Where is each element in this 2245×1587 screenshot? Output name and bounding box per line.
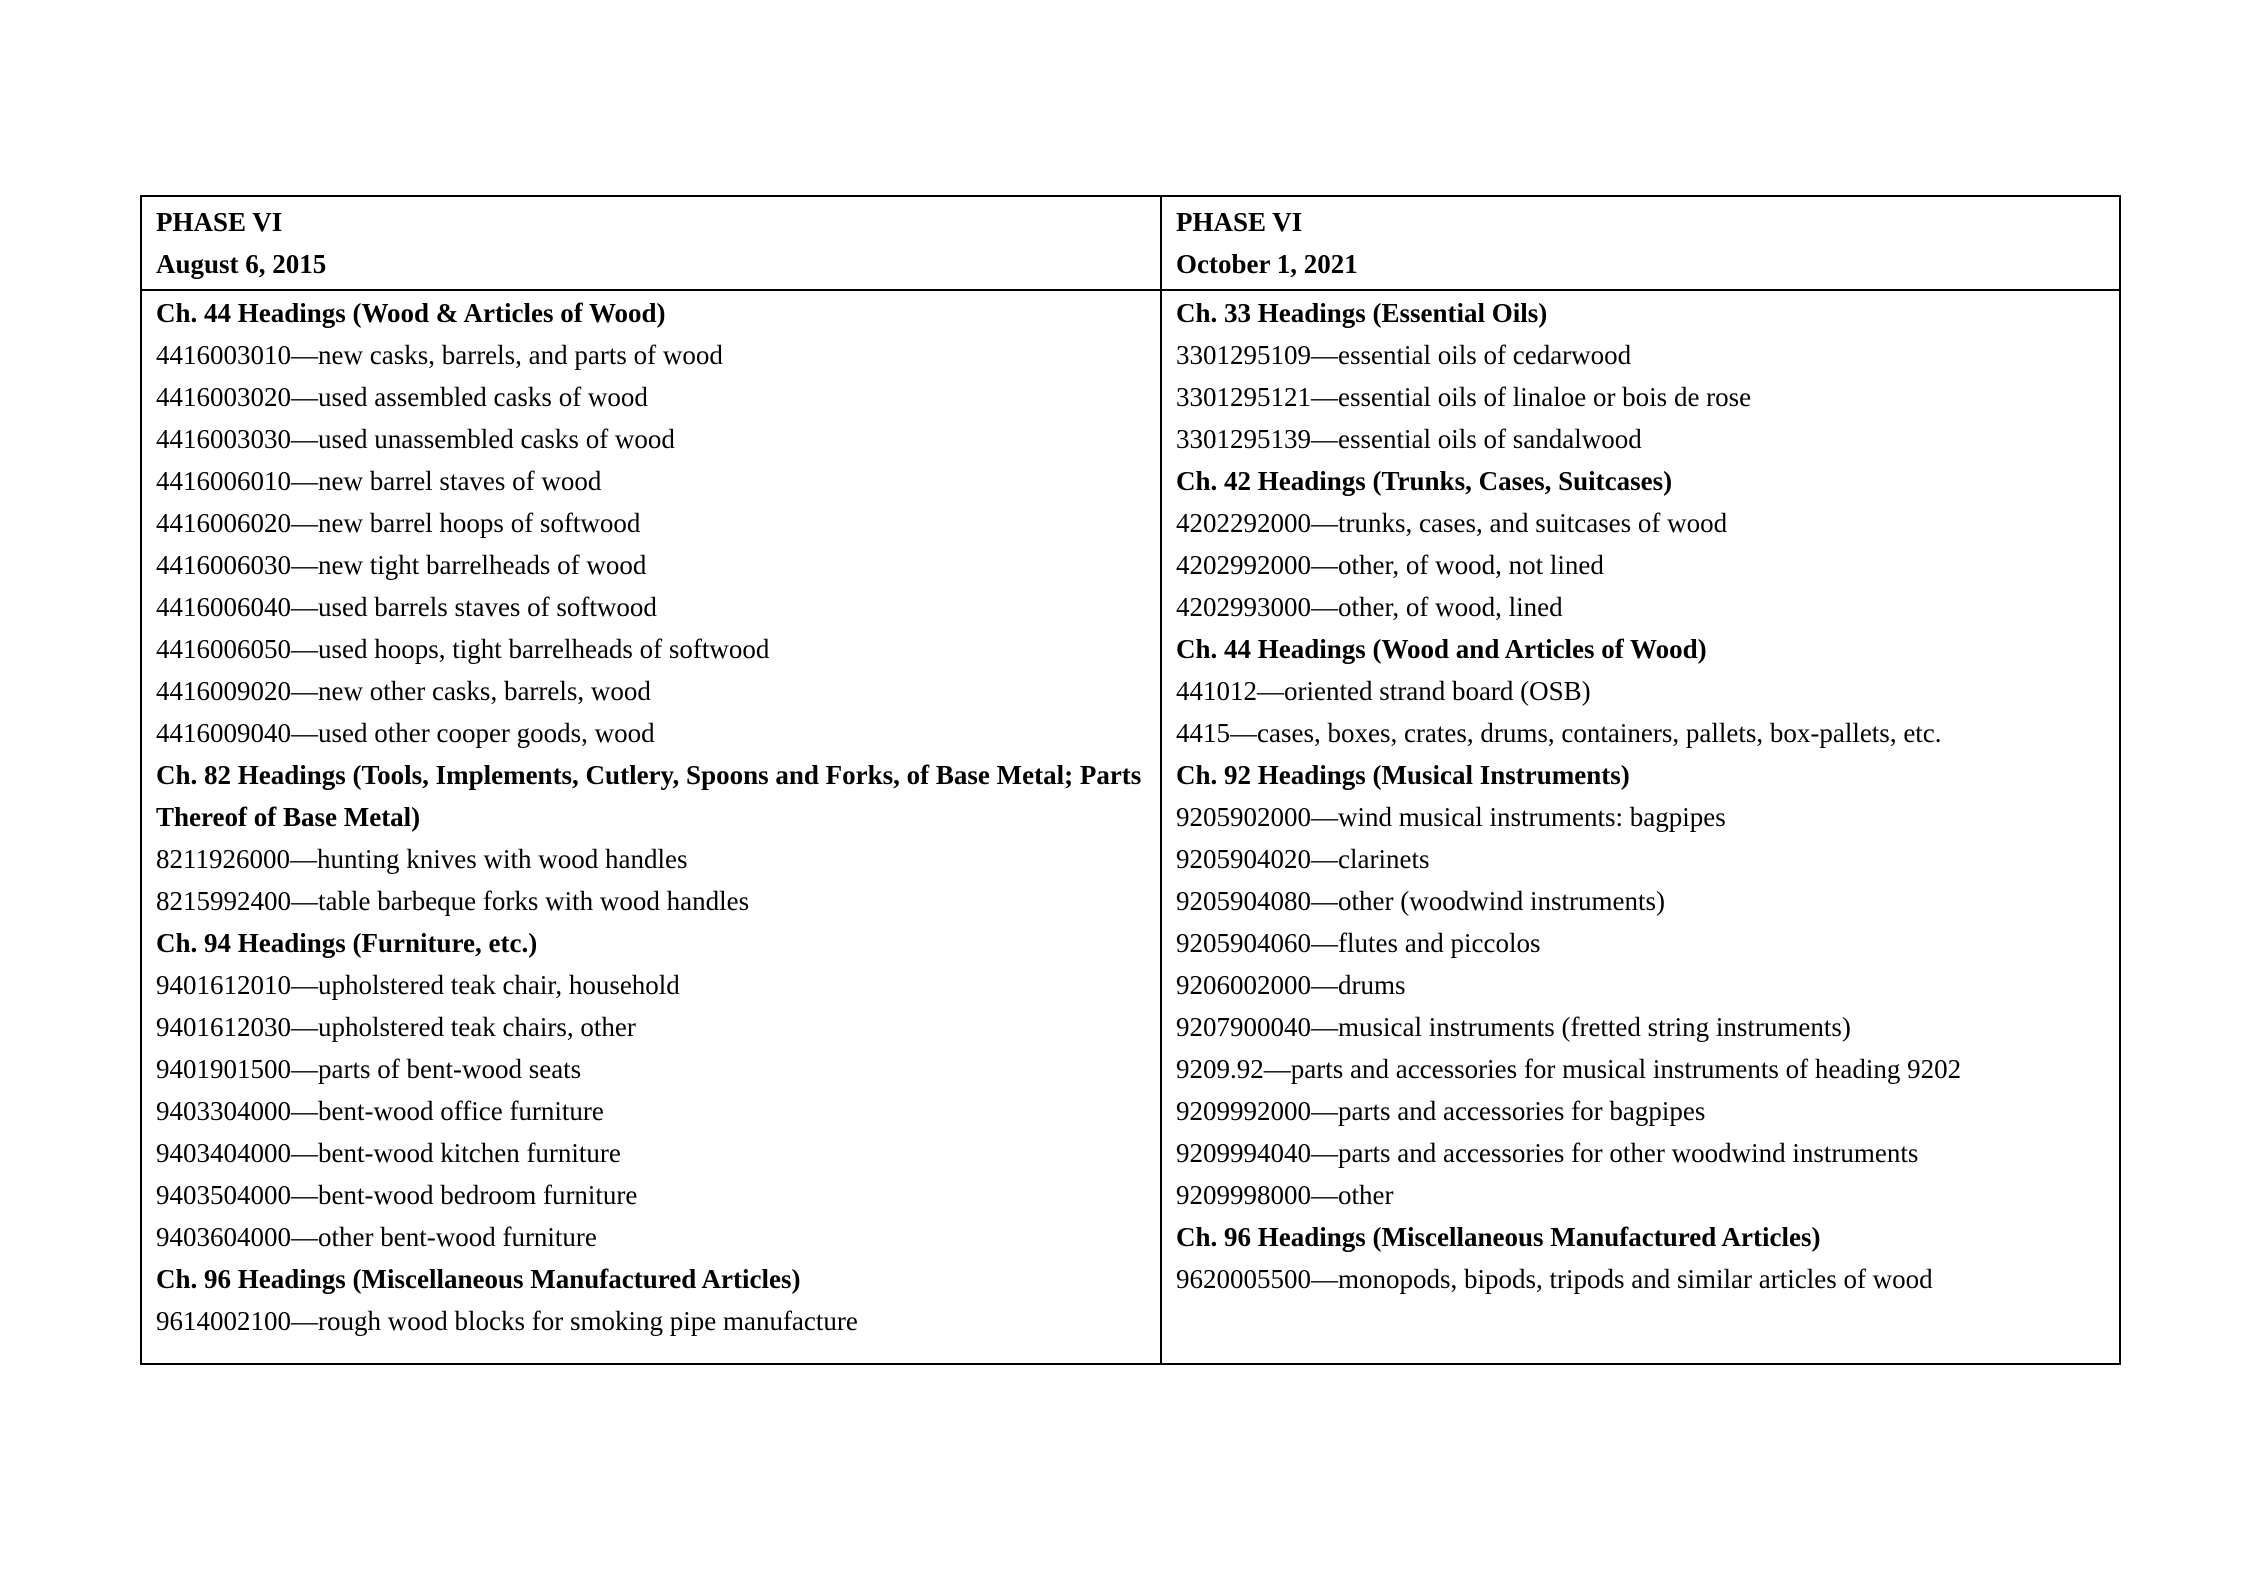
tariff-item: 4416003020—used assembled casks of wood <box>156 382 648 412</box>
body-row <box>141 290 2120 1364</box>
tariff-item: 9401901500—parts of bent-wood seats <box>156 1054 582 1084</box>
tariff-item: 3301295121—essential oils of linaloe or bois de rose <box>1176 382 1752 412</box>
tariff-item: 4416006040—used barrels staves of softwood <box>156 592 657 622</box>
tariff-item: 9614002100—rough wood blocks for smoking pipe manufacture <box>156 1306 858 1336</box>
right-phase-title: PHASE VI <box>1176 207 1303 237</box>
tariff-item: 9403404000—bent-wood kitchen furniture <box>156 1138 621 1168</box>
section-heading: Ch. 42 Headings (Trunks, Cases, Suitcases) <box>1176 466 1673 496</box>
tariff-item: 9209992000—parts and accessories for bagpipes <box>1176 1096 1706 1126</box>
tariff-item: 4416009020—new other casks, barrels, wood <box>156 676 651 706</box>
section-heading: Ch. 96 Headings (Miscellaneous Manufactured Articles) <box>156 1264 801 1294</box>
tariff-item: 3301295109—essential oils of cedarwood <box>1176 340 1632 370</box>
left-body-cell <box>141 290 1161 1364</box>
tariff-item: 9209998000—other <box>1176 1180 1394 1210</box>
tariff-item: 9205902000—wind musical instruments: bagpipes <box>1176 802 1726 832</box>
tariff-item: 4202992000—other, of wood, not lined <box>1176 550 1604 580</box>
tariff-item: 9403504000—bent-wood bedroom furniture <box>156 1180 638 1210</box>
tariff-item: 9206002000—drums <box>1176 970 1406 1000</box>
tariff-item: 8211926000—hunting knives with wood handles <box>156 844 688 874</box>
tariff-item: 9209994040—parts and accessories for other woodwind instruments <box>1176 1138 1919 1168</box>
tariff-item: 4416006050—used hoops, tight barrelheads of softwood <box>156 634 770 664</box>
section-heading: Ch. 96 Headings (Miscellaneous Manufactured Articles) <box>1176 1222 1821 1252</box>
tariff-item: 4416003030—used unassembled casks of wood <box>156 424 675 454</box>
tariff-item: 9401612010—upholstered teak chair, household <box>156 970 680 1000</box>
tariff-item: 9205904020—clarinets <box>1176 844 1430 874</box>
tariff-item: 9207900040—musical instruments (fretted string instruments) <box>1176 1012 1851 1042</box>
tariff-item: 9403604000—other bent-wood furniture <box>156 1222 597 1252</box>
right-body-cell <box>1161 290 2120 1364</box>
tariff-item: 9205904080—other (woodwind instruments) <box>1176 886 1665 916</box>
tariff-item: 4416003010—new casks, barrels, and parts of wood <box>156 340 723 370</box>
tariff-item: 4416006030—new tight barrelheads of wood <box>156 550 647 580</box>
right-header-cell <box>1161 196 2120 290</box>
section-heading: Ch. 94 Headings (Furniture, etc.) <box>156 928 538 958</box>
tariff-item: 3301295139—essential oils of sandalwood <box>1176 424 1642 454</box>
left-header-cell <box>141 196 1161 290</box>
section-heading: Ch. 44 Headings (Wood and Articles of Wood) <box>1176 634 1707 664</box>
header-row <box>141 196 2120 290</box>
tariff-item: 441012—oriented strand board (OSB) <box>1176 676 1591 706</box>
tariff-item: 9209.92—parts and accessories for musical instruments of heading 9202 <box>1176 1054 1962 1084</box>
tariff-item: 9205904060—flutes and piccolos <box>1176 928 1541 958</box>
tariff-item: 8215992400—table barbeque forks with wood handles <box>156 886 750 916</box>
tariff-item: 4415—cases, boxes, crates, drums, containers, pallets, box-pallets, etc. <box>1176 718 1942 748</box>
tariff-item: 9620005500—monopods, bipods, tripods and similar articles of wood <box>1176 1264 1933 1294</box>
section-heading: Ch. 44 Headings (Wood & Articles of Wood) <box>156 298 666 328</box>
left-phase-date: August 6, 2015 <box>156 249 327 279</box>
section-heading: Ch. 92 Headings (Musical Instruments) <box>1176 760 1630 790</box>
tariff-item: 4202292000—trunks, cases, and suitcases of wood <box>1176 508 1728 538</box>
phase-comparison-table <box>140 195 2121 1365</box>
tariff-item: 4416009040—used other cooper goods, wood <box>156 718 655 748</box>
tariff-item: 9403304000—bent-wood office furniture <box>156 1096 604 1126</box>
section-heading: Ch. 82 Headings (Tools, Implements, Cutlery, Spoons and Forks, of Base Metal; Parts Thereof of Base Metal) <box>156 760 1142 832</box>
tariff-item: 4202993000—other, of wood, lined <box>1176 592 1563 622</box>
tariff-item: 9401612030—upholstered teak chairs, other <box>156 1012 636 1042</box>
left-phase-title: PHASE VI <box>156 207 283 237</box>
section-heading: Ch. 33 Headings (Essential Oils) <box>1176 298 1548 328</box>
right-phase-date: October 1, 2021 <box>1176 249 1358 279</box>
tariff-item: 4416006020—new barrel hoops of softwood <box>156 508 641 538</box>
tariff-item: 4416006010—new barrel staves of wood <box>156 466 602 496</box>
